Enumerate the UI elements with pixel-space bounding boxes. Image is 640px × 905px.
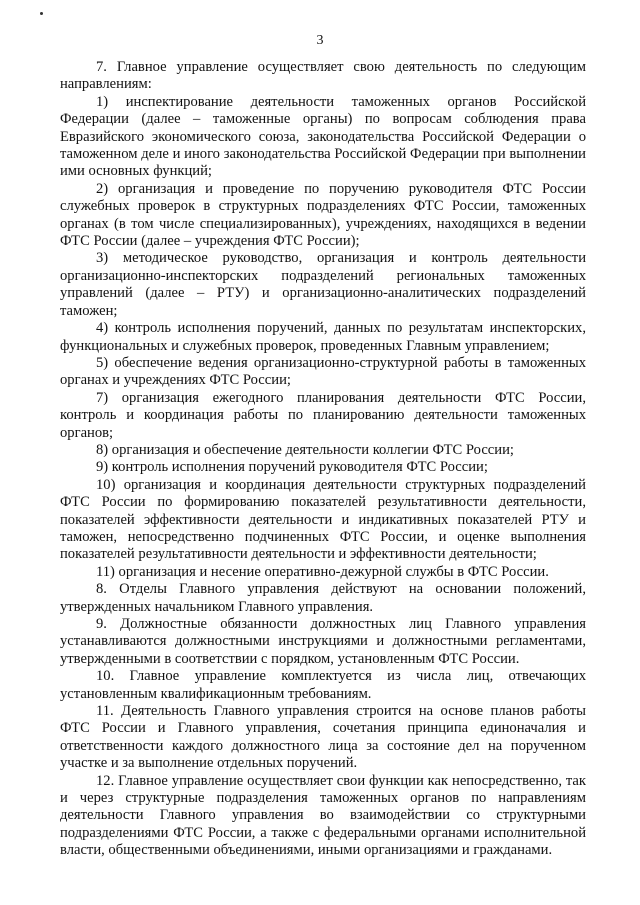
paragraph-11: 11. Деятельность Главного управления строится на основе планов работы ФТС России и Главного управления, сочетания принципа единоначалия и ответственности каждого должностного лица за состояние дел на порученном участке и за выполнение отдельных поручений. xyxy=(60,703,586,772)
paragraph-7-8: 8) организация и обеспечение деятельности коллегии ФТС России; xyxy=(96,441,514,458)
paragraph-7-11: 11) организация и несение оперативно-дежурной службы в ФТС России. xyxy=(96,563,549,580)
document-body xyxy=(60,59,586,860)
paragraph-7: 7. Главное управление осуществляет свою деятельность по следующим направлениям: xyxy=(60,59,586,93)
paragraph-9: 9. Должностные обязанности должностных лиц Главного управления устанавливаются должностными инструкциями и должностными регламентами, утвержденными в соответствии с порядком, установленным ФТС России. xyxy=(60,616,586,667)
paragraph-7-5: 5) обеспечение ведения организационно-структурной работы в таможенных органах и учреждениях ФТС России; xyxy=(60,354,586,389)
paragraph-12: 12. Главное управление осуществляет свои функции как непосредственно, так и через структурные подразделения таможенных органов по направлениям деятельности Главного управления во взаимодействии со структурными подразделениями ФТС России, а также с федеральными органами исполнительной власти, общественными объединениями, иными организациями и гражданами. xyxy=(60,772,586,859)
scan-artifact-dot xyxy=(40,12,43,15)
paragraph-7-10: 10) организация и координация деятельности структурных подразделений ФТС России по формированию показателей результативности деятельности, показателей эффективности деятельности и индикативных показателей РТУ и таможен, непосредственно подчиненных ФТС России, и оценке выполнения показателей результативности деятельности и эффективности деятельности; xyxy=(60,476,586,563)
paragraph-7-2: 2) организация и проведение по поручению руководителя ФТС России служебных проверок в структурных подразделениях ФТС России, таможенных органах (в том числе специализированных), учреждениях, находящихся в ведении ФТС России (далее – учреждения ФТС России); xyxy=(60,180,586,250)
paragraph-7-4: 4) контроль исполнения поручений, данных по результатам инспекторских, функциональных и служебных проверок, проведенных Главным управлением; xyxy=(60,320,586,354)
paragraph-7-7: 7) организация ежегодного планирования деятельности ФТС России, контроль и координация работы по планированию деятельности таможенных органов; xyxy=(60,389,586,441)
paragraph-7-9: 9) контроль исполнения поручений руководителя ФТС России; xyxy=(96,459,488,476)
page-number: 3 xyxy=(316,33,324,48)
paragraph-10: 10. Главное управление комплектуется из числа лиц, отвечающих установленным квалификационным требованиям. xyxy=(60,668,586,702)
paragraph-7-1: 1) инспектирование деятельности таможенных органов Российской Федерации (далее – таможенные органы) по вопросам соблюдения права Евразийского экономического союза, законодательства Российской Федерации о таможенном деле и иного законодательства Российской Федерации при выполнении ими основных функций; xyxy=(60,93,586,180)
paragraph-7-3: 3) методическое руководство, организация и контроль деятельности организационно-инспекторских подразделений региональных таможенных управлений (далее – РТУ) и организационно-аналитических подразделений таможен; xyxy=(60,250,586,319)
paragraph-8: 8. Отделы Главного управления действуют на основании положений, утвержденных начальником Главного управления. xyxy=(60,581,586,615)
